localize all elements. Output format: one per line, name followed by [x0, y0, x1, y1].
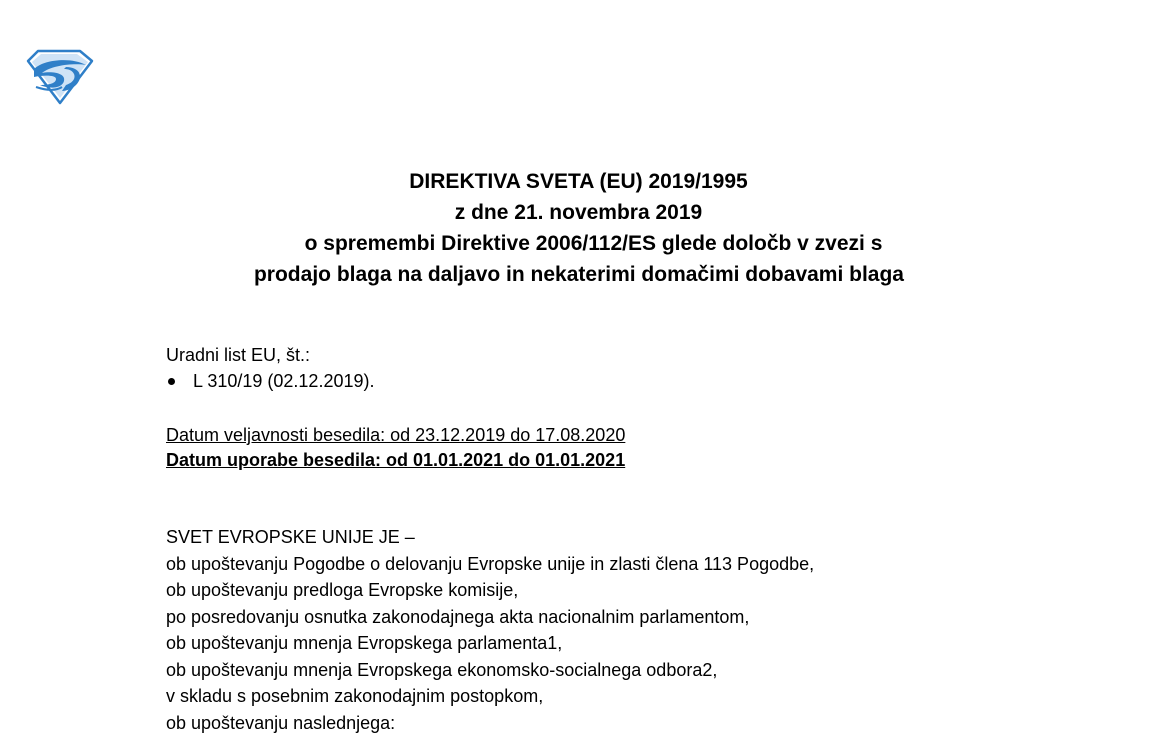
preamble-line: ob upoštevanju mnenja Evropskega parlamenta1,	[166, 633, 563, 653]
bullet-icon	[168, 378, 175, 385]
application-date: Datum uporabe besedila: od 01.01.2021 do 01.01.2021	[166, 450, 626, 470]
validity-date: Datum veljavnosti besedila: od 23.12.2019 do 17.08.2020	[166, 425, 626, 445]
preamble-line: ob upoštevanju mnenja Evropskega ekonomsko-socialnega odbora2,	[166, 659, 718, 680]
title-line-4: prodajo blaga na daljavo in nekaterimi domačimi dobavami blaga	[253, 263, 904, 286]
preamble-line: ob upoštevanju Pogodbe o delovanju Evropske unije in zlasti člena 113 Pogodbe,	[166, 553, 815, 574]
preamble	[166, 524, 814, 736]
preamble-line: v skladu s posebnim zakonodajnim postopkom,	[166, 686, 544, 706]
list-item	[166, 368, 374, 394]
preamble-line: ob upoštevanju predloga Evropske komisije,	[166, 580, 519, 600]
title-line-1: DIREKTIVA SVETA (EU) 2019/1995	[409, 170, 748, 193]
sd-logo	[22, 47, 96, 105]
publication-label: Uradni list EU, št.:	[166, 345, 311, 365]
preamble-line: po posredovanju osnutka zakonodajnega akta nacionalnim parlamentom,	[166, 606, 750, 627]
title-line-2: z dne 21. novembra 2019	[454, 201, 703, 224]
title-line-3: o spremembi Direktive 2006/112/ES glede določb v zvezi s	[304, 232, 883, 255]
validity-dates	[166, 423, 625, 473]
preamble-line: ob upoštevanju naslednjega:	[166, 712, 396, 733]
publication-info	[166, 342, 374, 394]
publication-reference: L 310/19 (02.12.2019).	[193, 371, 375, 391]
preamble-line: SVET EVROPSKE UNIJE JE –	[166, 527, 415, 547]
document-title	[0, 166, 1157, 290]
sd-logo-icon	[22, 47, 96, 105]
